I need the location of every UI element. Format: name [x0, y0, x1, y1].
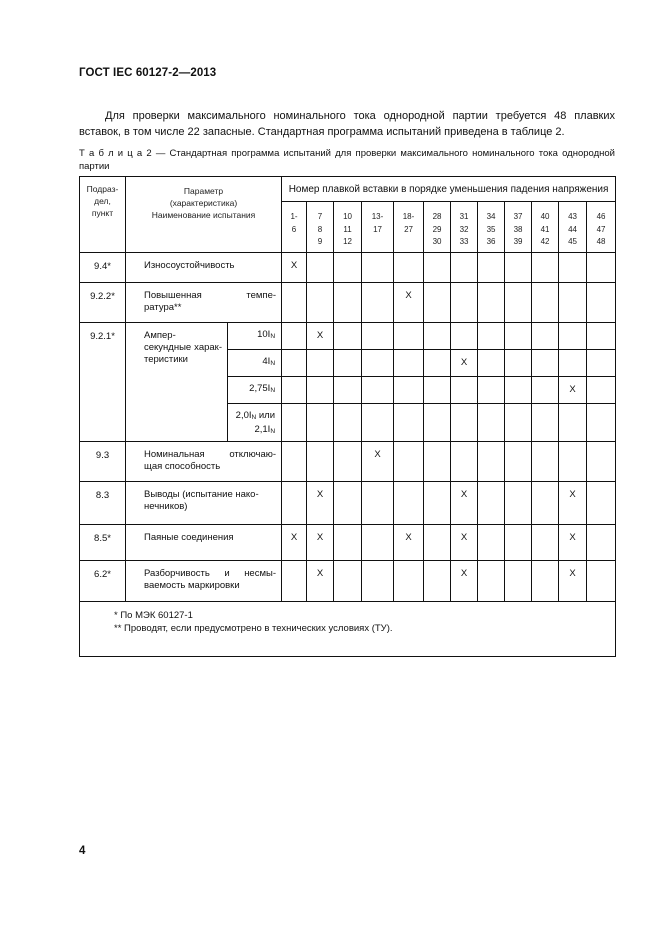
section-number: 8.3: [80, 482, 126, 525]
mark-cell: X: [394, 525, 424, 561]
footnote: * По МЭК 60127-1: [114, 610, 193, 621]
mark-cell: X: [307, 561, 334, 602]
mark-cell: X: [307, 323, 334, 350]
test-name: Паяные соединения: [126, 525, 282, 561]
section-number: 6.2*: [80, 561, 126, 602]
table-footnotes: [80, 602, 616, 657]
mark-cell: X: [451, 482, 478, 525]
current-multiple: $2,75I_N$: [228, 377, 282, 404]
test-name: Выводы (испытание нако- нечников): [126, 482, 282, 525]
current-multiple: $2,0I_N$ или $2,1I_N$: [228, 404, 282, 442]
current-multiple: $10I_N$: [228, 323, 282, 350]
test-name: Разборчивость и несмы- ваемость маркировки: [126, 561, 282, 602]
parameter-column-header: Параметр (характеристика) Наименование испытания: [126, 177, 282, 253]
mark-cell: X: [559, 525, 587, 561]
fuse-group-header: 18- 27: [394, 202, 424, 253]
document-header: ГОСТ IEC 60127-2—2013: [79, 67, 217, 79]
mark-cell: X: [282, 253, 307, 283]
footnote: ** Проводят, если предусмотрено в технических условиях (ТУ).: [114, 622, 393, 634]
table-caption: Т а б л и ц а 2 — Стандартная программа испытаний для проверки максимального номинального тока однородной партии: [79, 148, 615, 172]
fuse-group-header: 34 35 36: [478, 202, 505, 253]
table-footnotes-row: [80, 602, 616, 657]
fuse-group-header: 13- 17: [362, 202, 394, 253]
fuse-group-header: 46 47 48: [587, 202, 616, 253]
table-row: [80, 283, 616, 323]
test-name: Ампер- секундные харак- теристики: [126, 323, 228, 442]
mark-cell: X: [394, 283, 424, 323]
table-row: [80, 561, 616, 602]
test-name: Номинальная отключаю- щая способность: [126, 442, 282, 482]
section-number: 9.4*: [80, 253, 126, 283]
section-number: 8.5*: [80, 525, 126, 561]
fuse-group-header: 10 11 12: [334, 202, 362, 253]
test-name: Повышенная темпе- ратура**: [126, 283, 282, 323]
current-multiple: $4I_N$: [228, 350, 282, 377]
table-row: [80, 323, 616, 350]
section-column-header: Подраз- дел, пункт: [80, 177, 126, 253]
mark-cell: X: [451, 350, 478, 377]
mark-cell: X: [559, 377, 587, 404]
mark-cell: X: [559, 561, 587, 602]
table-row: [80, 525, 616, 561]
fuse-group-header: 37 38 39: [505, 202, 532, 253]
section-number: 9.3: [80, 442, 126, 482]
test-name: Износоустойчивость: [126, 253, 282, 283]
fuse-group-header: 40 41 42: [532, 202, 559, 253]
mark-cell: X: [559, 482, 587, 525]
table-row: [80, 482, 616, 525]
mark-cell: X: [362, 442, 394, 482]
mark-cell: X: [307, 525, 334, 561]
fuse-group-header: 1- 6: [282, 202, 307, 253]
section-number: 9.2.2*: [80, 283, 126, 323]
mark-cell: X: [282, 525, 307, 561]
intro-paragraph: Для проверки максимального номинального тока однородной партии требуется 48 плавких вставок, в том числе 22 запасные. Стандартная программа испытаний приведена в таблице 2.: [79, 110, 615, 138]
test-program-table: [79, 176, 616, 657]
fuse-number-header: Номер плавкой вставки в порядке уменьшения падения напряжения: [282, 177, 616, 202]
mark-cell: X: [451, 561, 478, 602]
fuse-group-header: 7 8 9: [307, 202, 334, 253]
mark-cell: X: [451, 525, 478, 561]
fuse-group-header: 28 29 30: [424, 202, 451, 253]
section-number: 9.2.1*: [80, 323, 126, 442]
fuse-group-header: 31 32 33: [451, 202, 478, 253]
fuse-group-header: 43 44 45: [559, 202, 587, 253]
table-row: [80, 442, 616, 482]
table-row: [80, 253, 616, 283]
page-number: 4: [79, 845, 86, 857]
mark-cell: X: [307, 482, 334, 525]
